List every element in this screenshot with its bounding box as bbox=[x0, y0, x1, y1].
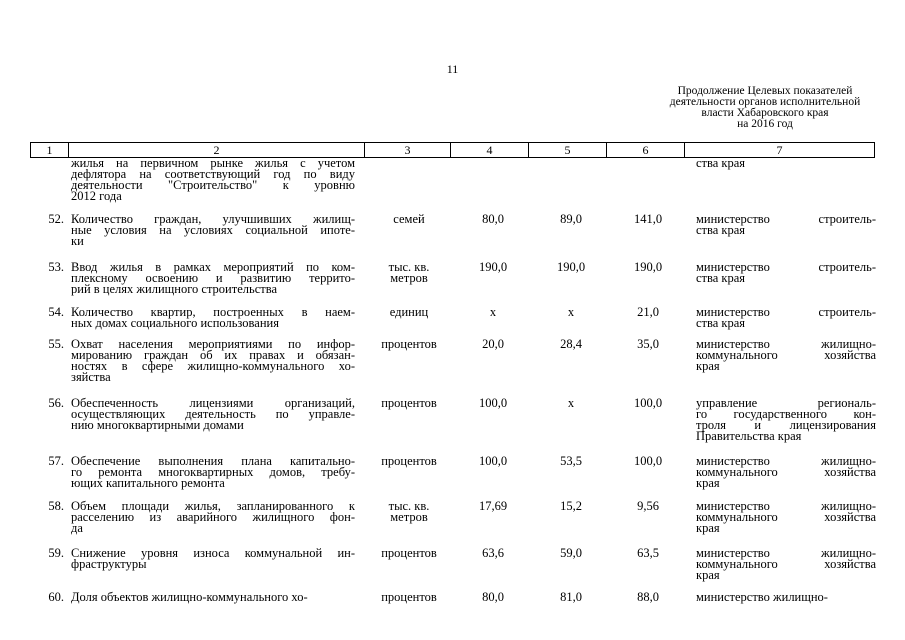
row-number: 53. bbox=[48, 260, 64, 274]
responsible-body-line: коммунального хозяйства bbox=[696, 557, 876, 571]
value-col-4: 100,0 bbox=[478, 454, 508, 468]
unit-of-measure bbox=[366, 214, 452, 225]
responsible-body bbox=[696, 339, 876, 372]
column-number: 4 bbox=[451, 143, 529, 158]
unit-of-measure bbox=[366, 548, 452, 559]
row-number: 60. bbox=[48, 590, 64, 604]
indicator-name bbox=[71, 501, 355, 534]
unit-line: семей bbox=[393, 212, 425, 226]
value-col-4: 80,0 bbox=[482, 590, 504, 604]
indicator-name-line: жилья на первичном рынке жилья с учетом bbox=[71, 156, 355, 170]
value-col-4: 100,0 bbox=[478, 396, 508, 410]
indicator-name-line: Объем площади жилья, запланированного к bbox=[71, 499, 355, 513]
caption-line: деятельности органов исполнительной bbox=[669, 96, 861, 108]
value-col-6: 190,0 bbox=[633, 260, 663, 274]
unit-of-measure bbox=[366, 339, 452, 350]
responsible-body-line: края bbox=[696, 359, 720, 373]
responsible-body-line: ства края bbox=[696, 316, 746, 330]
column-number: 1 bbox=[31, 143, 69, 158]
responsible-body-line: коммунального хозяйства bbox=[696, 465, 876, 479]
page-number: 11 bbox=[446, 62, 459, 76]
responsible-body bbox=[696, 398, 876, 442]
responsible-body-line: края bbox=[696, 476, 720, 490]
indicator-name-line: ных домах социального использования bbox=[71, 316, 279, 330]
value-col-5: 53,5 bbox=[560, 454, 582, 468]
indicator-name-line: Количество квартир, построенных в наем- bbox=[71, 305, 355, 319]
responsible-body-line: ства края bbox=[696, 271, 746, 285]
indicator-name-line: нию многоквартирными домами bbox=[71, 418, 244, 432]
indicator-name-line: Обеспеченность лицензиями организаций, bbox=[71, 396, 355, 410]
value-col-4: 190,0 bbox=[478, 260, 508, 274]
value-col-5: 59,0 bbox=[560, 546, 582, 560]
unit-of-measure bbox=[366, 398, 452, 409]
value-col-6: 100,0 bbox=[633, 454, 663, 468]
indicator-name bbox=[71, 548, 355, 570]
row-number: 59. bbox=[48, 546, 64, 560]
indicator-name-line: ные условия на условиях социальной ипоте- bbox=[71, 223, 355, 237]
unit-of-measure bbox=[366, 592, 452, 603]
responsible-body-line: Правительства края bbox=[696, 429, 802, 443]
caption-line: Продолжение Целевых показателей bbox=[677, 85, 853, 97]
row-number: 56. bbox=[48, 396, 64, 410]
column-number: 6 bbox=[607, 143, 685, 158]
indicator-name-line: деятельности "Строительство" к уровню bbox=[71, 178, 355, 192]
indicator-name bbox=[71, 456, 355, 489]
responsible-body bbox=[696, 592, 876, 603]
responsible-body-line: коммунального хозяйства bbox=[696, 348, 876, 362]
responsible-body-line: троля и лицензирования bbox=[696, 418, 876, 432]
responsible-body-line: ства края bbox=[696, 223, 746, 237]
responsible-body-line: министерство жилищно- bbox=[696, 499, 876, 513]
indicator-name-line: Доля объектов жилищно-коммунального хо- bbox=[71, 590, 308, 604]
value-col-5: 190,0 bbox=[556, 260, 586, 274]
table-caption bbox=[640, 86, 890, 130]
responsible-body-line: го государственного кон- bbox=[696, 407, 876, 421]
responsible-body-line: министерство жилищно- bbox=[696, 337, 876, 351]
value-col-6: 63,5 bbox=[637, 546, 659, 560]
unit-line: тыс. кв. bbox=[388, 260, 430, 274]
unit-line: процентов bbox=[381, 337, 437, 351]
responsible-body-line: министерство строитель- bbox=[696, 305, 876, 319]
row-number: 54. bbox=[48, 305, 64, 319]
value-col-6: 9,56 bbox=[637, 499, 659, 513]
indicator-name bbox=[71, 398, 355, 431]
value-col-6: 141,0 bbox=[633, 212, 663, 226]
value-col-5: 81,0 bbox=[560, 590, 582, 604]
indicator-name-line: фраструктуры bbox=[71, 557, 147, 571]
column-number: 3 bbox=[365, 143, 451, 158]
indicator-name-line: Охват населения мероприятиями по инфор- bbox=[71, 337, 355, 351]
value-col-5: 15,2 bbox=[560, 499, 582, 513]
responsible-body-line: ства края bbox=[696, 156, 746, 170]
indicator-name bbox=[71, 339, 355, 383]
unit-of-measure bbox=[366, 307, 452, 318]
value-col-4: 17,69 bbox=[478, 499, 508, 513]
indicator-name-line: го ремонта многоквартирных домов, требу- bbox=[71, 465, 355, 479]
responsible-body bbox=[696, 501, 876, 534]
responsible-body-line: министерство жилищно- bbox=[696, 590, 828, 604]
unit-line: процентов bbox=[381, 396, 437, 410]
caption-line: на 2016 год bbox=[737, 118, 793, 130]
unit-line: процентов bbox=[381, 546, 437, 560]
indicator-name-line: ющих капитального ремонта bbox=[71, 476, 225, 490]
responsible-body bbox=[696, 214, 876, 236]
row-number: 57. bbox=[48, 454, 64, 468]
responsible-body bbox=[696, 307, 876, 329]
responsible-body bbox=[696, 158, 876, 169]
responsible-body bbox=[696, 548, 876, 581]
indicator-name-line: Снижение уровня износа коммунальной ин- bbox=[71, 546, 355, 560]
row-number: 58. bbox=[48, 499, 64, 513]
responsible-body-line: министерство жилищно- bbox=[696, 454, 876, 468]
unit-line: процентов bbox=[381, 454, 437, 468]
indicator-name-line: 2012 года bbox=[71, 189, 122, 203]
indicator-name bbox=[71, 262, 355, 295]
indicator-name-line: дефлятора на соответствующий год по виду bbox=[71, 167, 355, 181]
value-col-4: 20,0 bbox=[482, 337, 504, 351]
indicator-name bbox=[71, 158, 355, 202]
indicator-name-line: ностях в сфере жилищно-коммунального хо- bbox=[71, 359, 355, 373]
indicator-name-line: ки bbox=[71, 234, 84, 248]
responsible-body-line: коммунального хозяйства bbox=[696, 510, 876, 524]
indicator-name-line: да bbox=[71, 521, 83, 535]
value-col-5: 89,0 bbox=[560, 212, 582, 226]
indicator-name-line: зяйства bbox=[71, 370, 111, 384]
indicator-name-line: мированию граждан об их правах и обязан- bbox=[71, 348, 355, 362]
indicator-name-line: осуществляющих деятельность по управле- bbox=[71, 407, 355, 421]
indicator-name bbox=[71, 592, 355, 603]
indicator-name-line: Обеспечение выполнения плана капитально- bbox=[71, 454, 355, 468]
responsible-body-line: края bbox=[696, 521, 720, 535]
unit-line: тыс. кв. bbox=[388, 499, 430, 513]
value-col-6: 100,0 bbox=[633, 396, 663, 410]
responsible-body bbox=[696, 456, 876, 489]
value-col-5: 28,4 bbox=[560, 337, 582, 351]
row-number: 52. bbox=[48, 212, 64, 226]
indicator-name-line: Ввод жилья в рамках мероприятий по ком- bbox=[71, 260, 355, 274]
value-col-4: 63,6 bbox=[482, 546, 504, 560]
responsible-body-line: министерство жилищно- bbox=[696, 546, 876, 560]
row-number: 55. bbox=[48, 337, 64, 351]
unit-line: метров bbox=[390, 510, 428, 524]
responsible-body-line: министерство строитель- bbox=[696, 260, 876, 274]
value-col-4: 80,0 bbox=[482, 212, 504, 226]
value-col-6: 88,0 bbox=[637, 590, 659, 604]
indicator-name-line: расселению из аварийного жилищного фон- bbox=[71, 510, 355, 524]
unit-of-measure bbox=[366, 501, 452, 523]
column-number: 7 bbox=[685, 143, 875, 158]
value-col-4: x bbox=[489, 305, 497, 319]
value-col-5: x bbox=[567, 305, 575, 319]
caption-line: власти Хабаровского края bbox=[701, 107, 829, 119]
unit-line: единиц bbox=[389, 305, 429, 319]
column-number: 2 bbox=[69, 143, 365, 158]
responsible-body-line: края bbox=[696, 568, 720, 582]
indicator-name-line: рий в целях жилищного строительства bbox=[71, 282, 277, 296]
value-col-6: 35,0 bbox=[637, 337, 659, 351]
indicator-name-line: Количество граждан, улучшивших жилищ- bbox=[71, 212, 355, 226]
responsible-body-line: министерство строитель- bbox=[696, 212, 876, 226]
responsible-body-line: управление региональ- bbox=[696, 396, 876, 410]
column-number: 5 bbox=[529, 143, 607, 158]
indicator-name bbox=[71, 307, 355, 329]
unit-of-measure bbox=[366, 262, 452, 284]
value-col-6: 21,0 bbox=[637, 305, 659, 319]
responsible-body bbox=[696, 262, 876, 284]
unit-of-measure bbox=[366, 456, 452, 467]
indicator-name bbox=[71, 214, 355, 247]
indicator-name-line: плексному освоению и развитию террито- bbox=[71, 271, 355, 285]
unit-line: метров bbox=[390, 271, 428, 285]
unit-line: процентов bbox=[381, 590, 437, 604]
value-col-5: x bbox=[567, 396, 575, 410]
